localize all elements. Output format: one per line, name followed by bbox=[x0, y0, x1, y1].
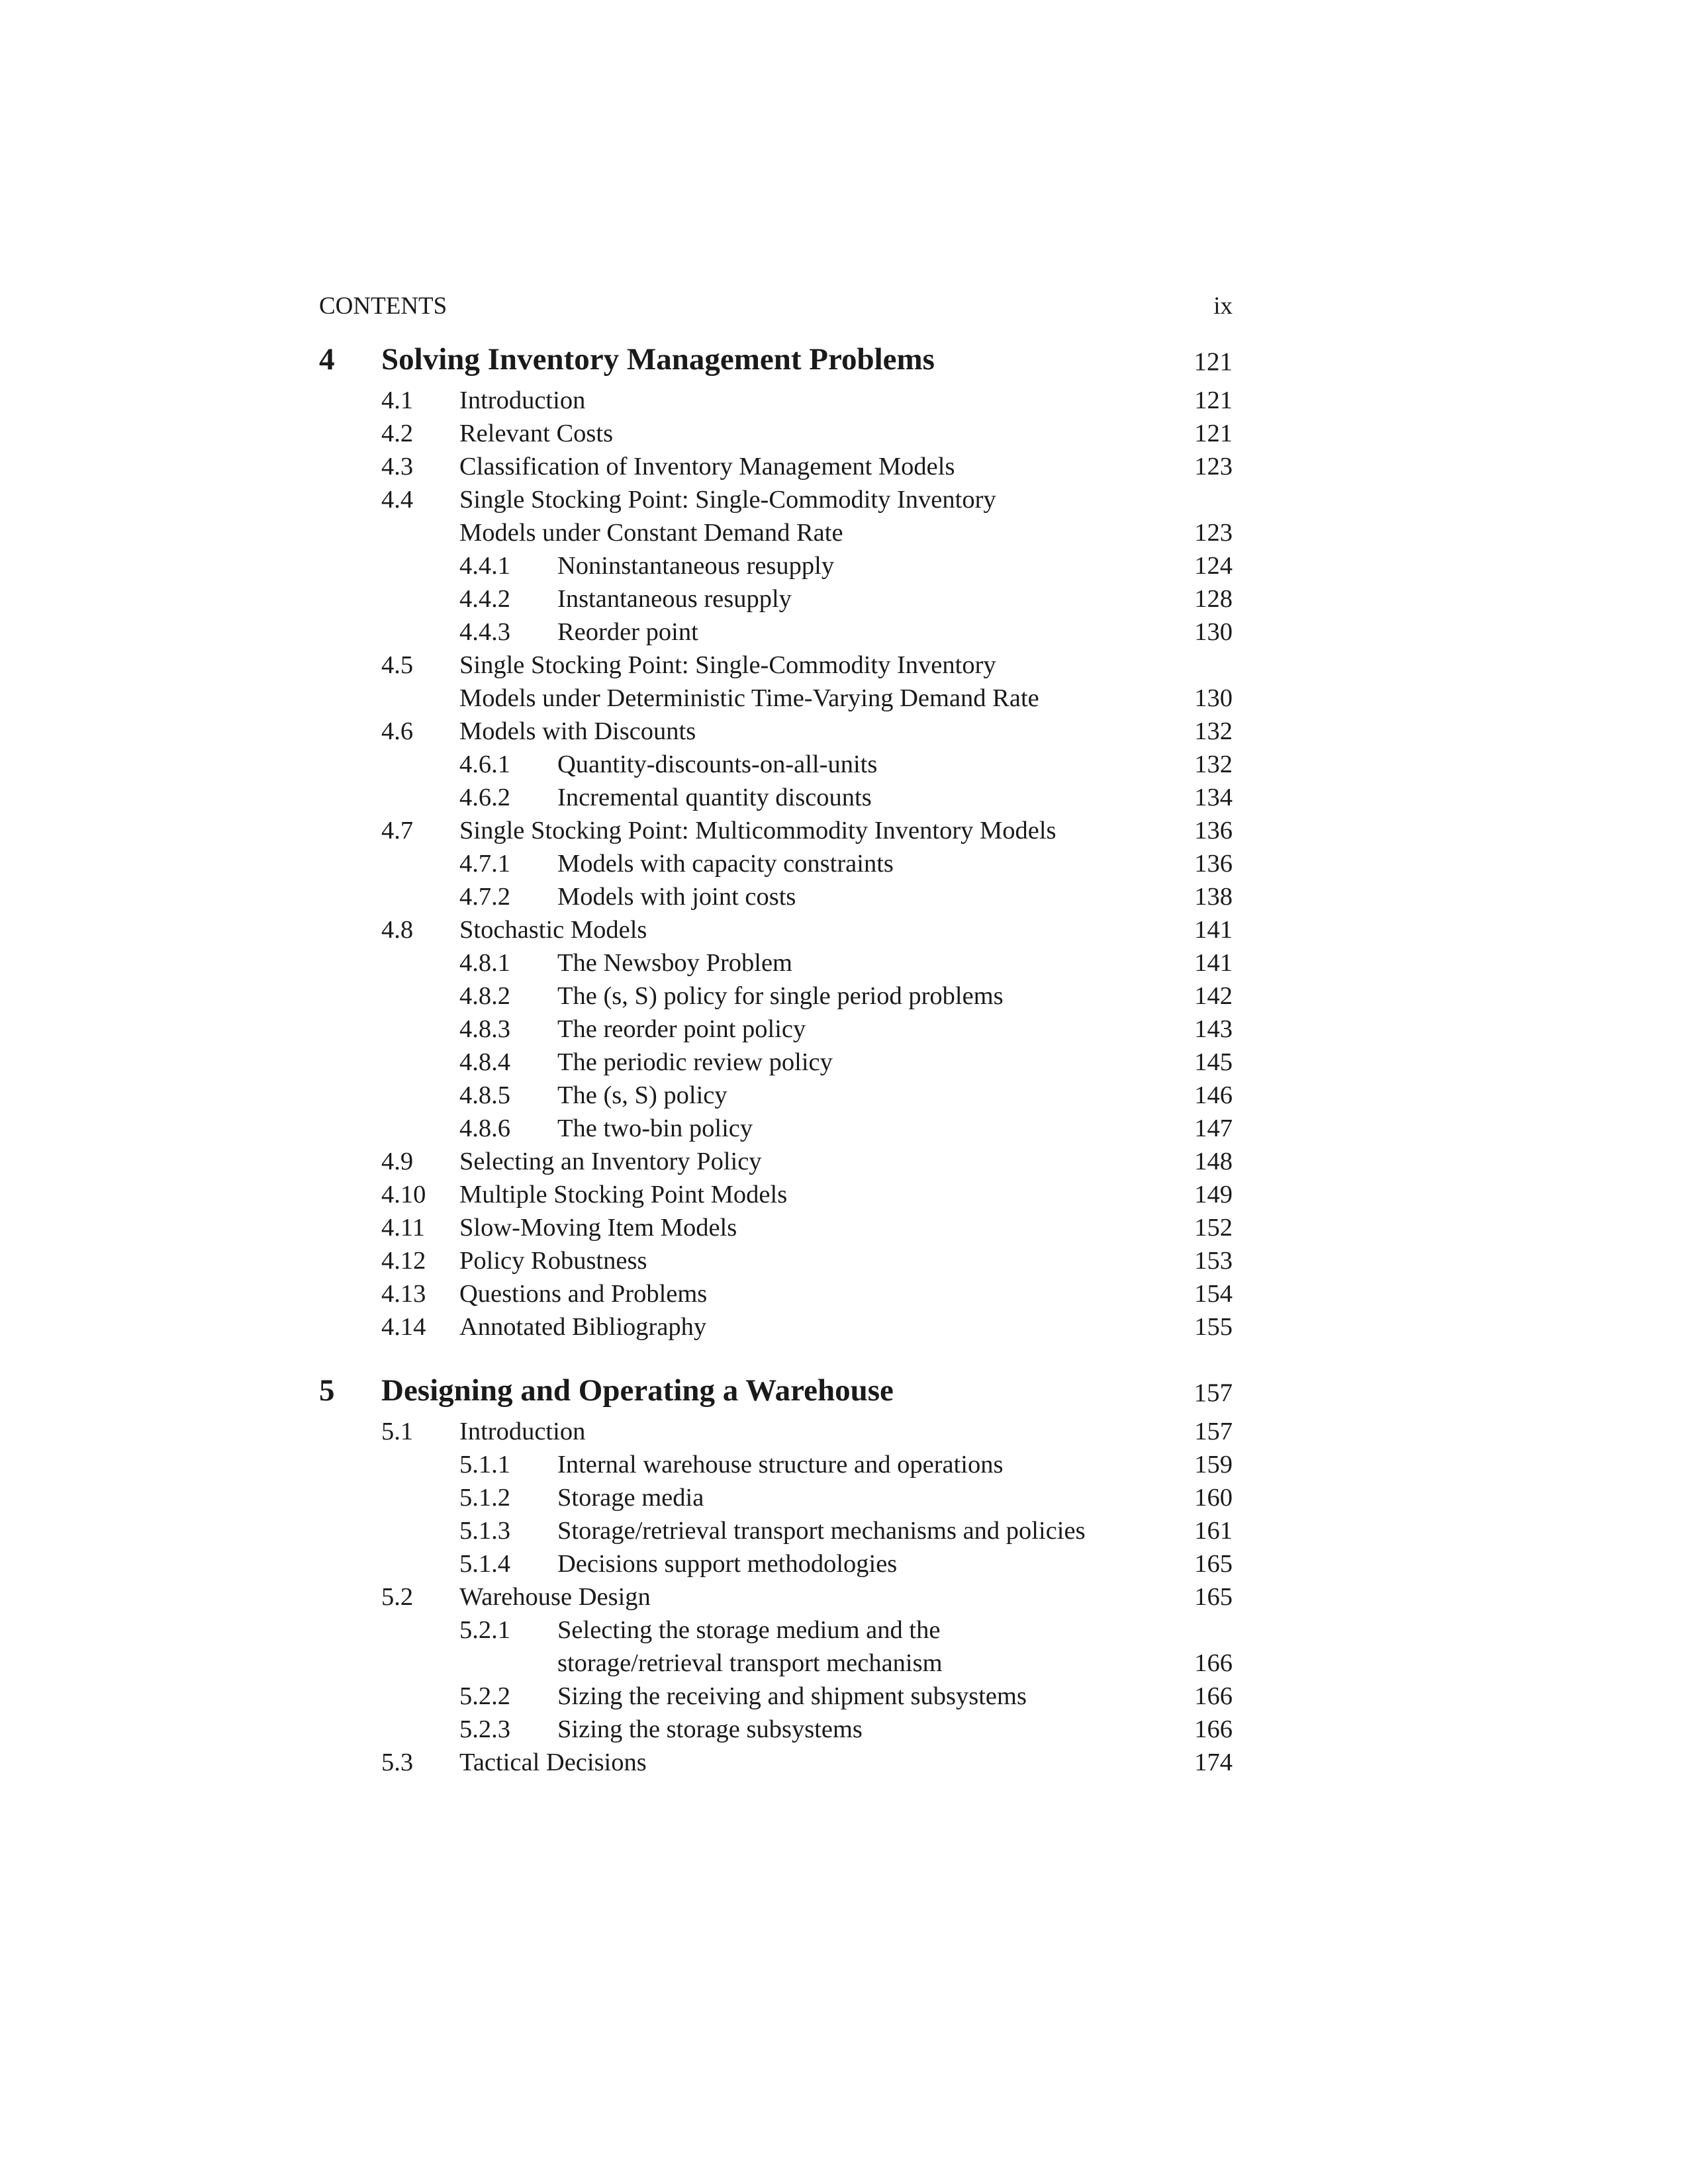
entry-page: 159 bbox=[1194, 1451, 1233, 1479]
toc-entry bbox=[319, 1310, 1233, 1343]
entry-page: 130 bbox=[1194, 684, 1233, 712]
entry-page: 148 bbox=[1194, 1148, 1233, 1175]
entry-page: 132 bbox=[1194, 717, 1233, 745]
toc-subentry bbox=[319, 1448, 1233, 1481]
entry-title: Internal warehouse structure and operations bbox=[557, 1451, 1004, 1479]
entry-number: 4.9 bbox=[381, 1148, 414, 1175]
entry-number: 5.1 bbox=[381, 1418, 414, 1445]
entry-title: Models with joint costs bbox=[557, 883, 796, 911]
entry-title: Annotated Bibliography bbox=[459, 1313, 707, 1341]
entry-title: Selecting an Inventory Policy bbox=[459, 1148, 762, 1175]
toc-subentry bbox=[319, 1680, 1233, 1713]
entry-page: 121 bbox=[1194, 420, 1233, 447]
entry-number: 4.12 bbox=[381, 1247, 426, 1275]
entry-page: 152 bbox=[1194, 1214, 1233, 1242]
entry-title: Single Stocking Point: Single-Commodity Inventory bbox=[459, 486, 996, 514]
toc-subentry bbox=[319, 1079, 1233, 1112]
entry-number: 4.8.6 bbox=[459, 1115, 510, 1142]
toc-entry bbox=[319, 649, 1233, 682]
entry-number: 4.6.1 bbox=[459, 751, 510, 778]
entry-page: 165 bbox=[1194, 1550, 1233, 1578]
entry-page: 138 bbox=[1194, 883, 1233, 911]
entry-number: 5.2.2 bbox=[459, 1682, 510, 1710]
chapter-number: 5 bbox=[319, 1373, 335, 1408]
toc-entry bbox=[319, 1580, 1233, 1614]
toc-subentry bbox=[319, 1614, 1233, 1647]
toc-subentry bbox=[319, 748, 1233, 781]
entry-title: Incremental quantity discounts bbox=[557, 784, 872, 811]
entry-title: Decisions support methodologies bbox=[557, 1550, 898, 1578]
entry-page: 149 bbox=[1194, 1181, 1233, 1208]
entry-page: 174 bbox=[1194, 1749, 1233, 1776]
entry-title: Sizing the receiving and shipment subsystems bbox=[557, 1682, 1027, 1710]
entry-number: 4.6 bbox=[381, 717, 414, 745]
entry-number: 5.2.1 bbox=[459, 1616, 510, 1644]
chapter-heading bbox=[319, 1370, 1233, 1411]
entry-title: The periodic review policy bbox=[557, 1048, 833, 1076]
entry-page: 128 bbox=[1194, 585, 1233, 613]
toc-subentry bbox=[319, 781, 1233, 814]
entry-number: 5.2.3 bbox=[459, 1715, 510, 1743]
entry-title: The (s, S) policy bbox=[557, 1081, 727, 1109]
entry-number: 4.8.3 bbox=[459, 1015, 510, 1043]
chapter-heading bbox=[319, 339, 1233, 380]
entry-number: 4.3 bbox=[381, 453, 414, 480]
entry-number: 4.8.2 bbox=[459, 982, 510, 1010]
entry-page: 166 bbox=[1194, 1649, 1233, 1677]
entry-number: 4.1 bbox=[381, 387, 414, 414]
entry-page: 143 bbox=[1194, 1015, 1233, 1043]
entry-page: 136 bbox=[1194, 850, 1233, 878]
toc-subentry bbox=[319, 1481, 1233, 1514]
toc-subentry bbox=[319, 847, 1233, 880]
entry-number: 4.13 bbox=[381, 1280, 426, 1308]
toc-subentry bbox=[319, 1046, 1233, 1079]
toc-subentry bbox=[319, 582, 1233, 615]
toc-entry bbox=[319, 1746, 1233, 1779]
toc-entry-continuation bbox=[319, 516, 1233, 549]
entry-number: 5.1.1 bbox=[459, 1451, 510, 1479]
entry-page: 147 bbox=[1194, 1115, 1233, 1142]
entry-page: 160 bbox=[1194, 1484, 1233, 1512]
entry-number: 5.3 bbox=[381, 1749, 414, 1776]
entry-page: 154 bbox=[1194, 1280, 1233, 1308]
entry-page: 157 bbox=[1194, 1418, 1233, 1445]
toc-subentry bbox=[319, 549, 1233, 582]
chapter-number: 4 bbox=[319, 342, 335, 377]
entry-page: 134 bbox=[1194, 784, 1233, 811]
toc-subentry bbox=[319, 1713, 1233, 1746]
entry-number: 4.4.1 bbox=[459, 552, 510, 580]
toc-subentry bbox=[319, 1112, 1233, 1145]
toc-subentry bbox=[319, 979, 1233, 1013]
entry-page: 141 bbox=[1194, 949, 1233, 977]
entry-page: 153 bbox=[1194, 1247, 1233, 1275]
entry-title: Relevant Costs bbox=[459, 420, 614, 447]
entry-number: 5.1.2 bbox=[459, 1484, 510, 1512]
entry-title: The (s, S) policy for single period problems bbox=[557, 982, 1004, 1010]
toc-entry bbox=[319, 417, 1233, 450]
running-head bbox=[319, 290, 1233, 323]
entry-title: Slow-Moving Item Models bbox=[459, 1214, 737, 1242]
entry-number: 4.11 bbox=[381, 1214, 425, 1242]
toc-entry bbox=[319, 1415, 1233, 1448]
entry-page: 142 bbox=[1194, 982, 1233, 1010]
entry-page: 155 bbox=[1194, 1313, 1233, 1341]
entry-page: 146 bbox=[1194, 1081, 1233, 1109]
entry-title: Models under Constant Demand Rate bbox=[459, 519, 843, 547]
entry-page: 123 bbox=[1194, 453, 1233, 480]
entry-page: 141 bbox=[1194, 916, 1233, 944]
entry-title: Storage/retrieval transport mechanisms and policies bbox=[557, 1517, 1086, 1545]
chapter-page: 157 bbox=[1194, 1379, 1233, 1407]
chapter-page: 121 bbox=[1194, 347, 1233, 376]
entry-number: 4.4.2 bbox=[459, 585, 510, 613]
entry-page: 121 bbox=[1194, 387, 1233, 414]
toc-entry bbox=[319, 1277, 1233, 1310]
entry-title: Single Stocking Point: Single-Commodity Inventory bbox=[459, 651, 996, 679]
entry-title: Sizing the storage subsystems bbox=[557, 1715, 863, 1743]
entry-page: 165 bbox=[1194, 1583, 1233, 1611]
toc-entry bbox=[319, 814, 1233, 847]
entry-page: 145 bbox=[1194, 1048, 1233, 1076]
toc-entry bbox=[319, 1145, 1233, 1178]
entry-title: Classification of Inventory Management Models bbox=[459, 453, 955, 480]
entry-title: Stochastic Models bbox=[459, 916, 647, 944]
entry-number: 4.7 bbox=[381, 817, 414, 844]
entry-title: Quantity-discounts-on-all-units bbox=[557, 751, 878, 778]
entry-title: Selecting the storage medium and the bbox=[557, 1616, 941, 1644]
entry-number: 4.10 bbox=[381, 1181, 426, 1208]
entry-page: 124 bbox=[1194, 552, 1233, 580]
entry-title: Noninstantaneous resupply bbox=[557, 552, 835, 580]
toc-entry bbox=[319, 1178, 1233, 1211]
entry-page: 161 bbox=[1194, 1517, 1233, 1545]
entry-page: 166 bbox=[1194, 1682, 1233, 1710]
toc-subentry bbox=[319, 615, 1233, 649]
entry-title: Introduction bbox=[459, 387, 586, 414]
toc-subentry bbox=[319, 1547, 1233, 1580]
entry-title: Single Stocking Point: Multicommodity Inventory Models bbox=[459, 817, 1056, 844]
chapter-title: Designing and Operating a Warehouse bbox=[381, 1373, 894, 1408]
entry-number: 4.8.1 bbox=[459, 949, 510, 977]
entry-title: Policy Robustness bbox=[459, 1247, 647, 1275]
toc-subentry bbox=[319, 946, 1233, 979]
entry-title: Multiple Stocking Point Models bbox=[459, 1181, 788, 1208]
entry-title: Warehouse Design bbox=[459, 1583, 651, 1611]
entry-number: 5.1.3 bbox=[459, 1517, 510, 1545]
toc-entry bbox=[319, 913, 1233, 946]
entry-number: 5.2 bbox=[381, 1583, 414, 1611]
toc-entry bbox=[319, 715, 1233, 748]
toc-entry bbox=[319, 1244, 1233, 1277]
entry-title: The Newsboy Problem bbox=[557, 949, 792, 977]
entry-page: 132 bbox=[1194, 751, 1233, 778]
entry-page: 130 bbox=[1194, 618, 1233, 646]
entry-number: 4.4.3 bbox=[459, 618, 510, 646]
toc-subentry bbox=[319, 1013, 1233, 1046]
entry-number: 4.7.1 bbox=[459, 850, 510, 878]
entry-number: 4.4 bbox=[381, 486, 414, 514]
entry-page: 123 bbox=[1194, 519, 1233, 547]
entry-title: Instantaneous resupply bbox=[557, 585, 792, 613]
entry-title: Introduction bbox=[459, 1418, 586, 1445]
entry-title: Models with capacity constraints bbox=[557, 850, 894, 878]
entry-number: 4.5 bbox=[381, 651, 414, 679]
entry-number: 4.8.5 bbox=[459, 1081, 510, 1109]
entry-title: The reorder point policy bbox=[557, 1015, 806, 1043]
entry-page: 136 bbox=[1194, 817, 1233, 844]
toc-subentry bbox=[319, 1514, 1233, 1547]
entry-number: 4.8 bbox=[381, 916, 414, 944]
page-number: ix bbox=[1213, 293, 1233, 320]
chapter-title: Solving Inventory Management Problems bbox=[381, 342, 935, 377]
entry-number: 4.2 bbox=[381, 420, 414, 447]
entry-title: The two-bin policy bbox=[557, 1115, 753, 1142]
entry-title: Reorder point bbox=[557, 618, 698, 646]
entry-number: 4.7.2 bbox=[459, 883, 510, 911]
entry-title: Tactical Decisions bbox=[459, 1749, 647, 1776]
toc-entry-continuation bbox=[319, 682, 1233, 715]
toc-entry bbox=[319, 483, 1233, 516]
toc-subentry bbox=[319, 880, 1233, 913]
toc-entry bbox=[319, 450, 1233, 483]
toc-entry bbox=[319, 384, 1233, 417]
entry-title: Questions and Problems bbox=[459, 1280, 708, 1308]
entry-title: Models with Discounts bbox=[459, 717, 696, 745]
toc-subentry-continuation bbox=[319, 1647, 1233, 1680]
entry-title: storage/retrieval transport mechanism bbox=[557, 1649, 943, 1677]
toc-entry bbox=[319, 1211, 1233, 1244]
entry-number: 5.1.4 bbox=[459, 1550, 510, 1578]
entry-title: Models under Deterministic Time-Varying Demand Rate bbox=[459, 684, 1039, 712]
entry-number: 4.14 bbox=[381, 1313, 426, 1341]
entry-title: Storage media bbox=[557, 1484, 704, 1512]
running-head-title: CONTENTS bbox=[319, 293, 447, 320]
entry-number: 4.6.2 bbox=[459, 784, 510, 811]
entry-page: 166 bbox=[1194, 1715, 1233, 1743]
entry-number: 4.8.4 bbox=[459, 1048, 510, 1076]
